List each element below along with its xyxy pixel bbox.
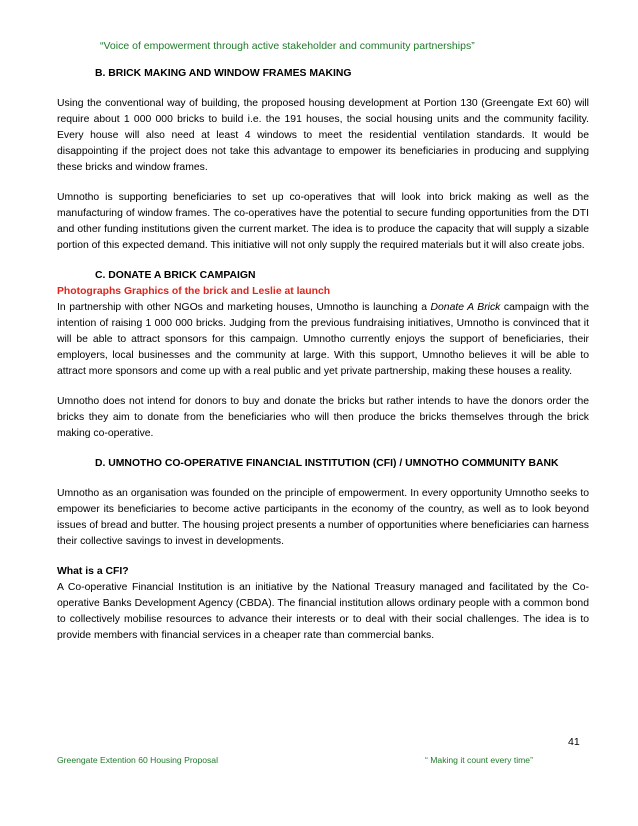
section-b-paragraph-1: Using the conventional way of building, the proposed housing development at Portion 130 (Greengate Ext 60) will require about 1 000 000 bricks to build i.e. the 191 houses, the social housing units and the community facility. Every house will also need at least 4 windows to meet the residential ventilation standards. It would be disappointing if the project does not take this advantage to empower its beneficiaries in producing and supplying these bricks and window frames. bbox=[57, 98, 589, 173]
page-number: 41 bbox=[568, 736, 580, 748]
section-d-heading: D. UMNOTHO CO-OPERATIVE FINANCIAL INSTITUTION (CFI) / UMNOTHO COMMUNITY BANK bbox=[95, 458, 559, 469]
section-c-paragraph-2: Umnotho does not intend for donors to buy and donate the bricks but rather intends to have the donors order the bricks they aim to donate from the beneficiaries who will then produce the bricks themselves through the brick making co-operative. bbox=[57, 396, 589, 439]
section-c-p1-end: campaign with the intention of raising 1 000 000 bricks. Judging from the previous fundraising initiatives, Umnotho is convinced that it will be able to attract sponsors for this campaign. Umnotho currently enjoys the support of beneficiaries, their employers, local businesses and the community at large. With this support, Umnotho believes it will be able to attract more sponsors and come up with a real public and yet private partnership, making these houses a reality. bbox=[57, 302, 589, 377]
document-body bbox=[57, 66, 589, 658]
photo-placeholder-note: Photographs Graphics of the brick and Leslie at launch bbox=[57, 286, 331, 297]
donate-a-brick-title: Donate A Brick bbox=[430, 302, 501, 313]
what-is-cfi-heading: What is a CFI? bbox=[57, 566, 129, 577]
footer-right-text: “ Making it count every time” bbox=[425, 755, 533, 765]
section-d-paragraph-2: A Co-operative Financial Institution is an initiative by the National Treasury managed and facilitated by the Co-operative Banks Development Agency (CBDA). The financial institution allows ordinary people with a common bond to collectively mobilise resources to advance their interests or to deal with their social challenges. The idea is to provide members with financial services in a cheaper rate than commercial banks. bbox=[57, 582, 589, 641]
page-header-tagline: “Voice of empowerment through active stakeholder and community partnerships” bbox=[100, 40, 475, 52]
section-d-paragraph-1: Umnotho as an organisation was founded on the principle of empowerment. In every opportunity Umnotho seeks to empower its beneficiaries to become active participants in the economy of the country, as well as to look beyond issues of bread and butter. The housing project presents a number of opportunities where beneficiaries can harness their collective savings to invest in developments. bbox=[57, 488, 589, 547]
section-c-paragraph-1 bbox=[57, 300, 589, 380]
page-footer bbox=[57, 755, 589, 765]
footer-left-text: Greengate Extention 60 Housing Proposal bbox=[57, 755, 218, 765]
section-c-p1-start: In partnership with other NGOs and marketing houses, Umnotho is launching a bbox=[57, 302, 431, 313]
section-b-paragraph-2: Umnotho is supporting beneficiaries to set up co-operatives that will look into brick making as well as the manufacturing of window frames. The co-operatives have the potential to secure funding opportunities from the DTI and other funding institutions given the current market. The idea is to produce the capacity that will supply a sizable portion of this expected demand. This initiative will not only supply the required materials but it will also create jobs. bbox=[57, 192, 589, 251]
section-b-heading: B. BRICK MAKING AND WINDOW FRAMES MAKING bbox=[95, 68, 352, 79]
section-c-heading: C. DONATE A BRICK CAMPAIGN bbox=[95, 270, 256, 281]
